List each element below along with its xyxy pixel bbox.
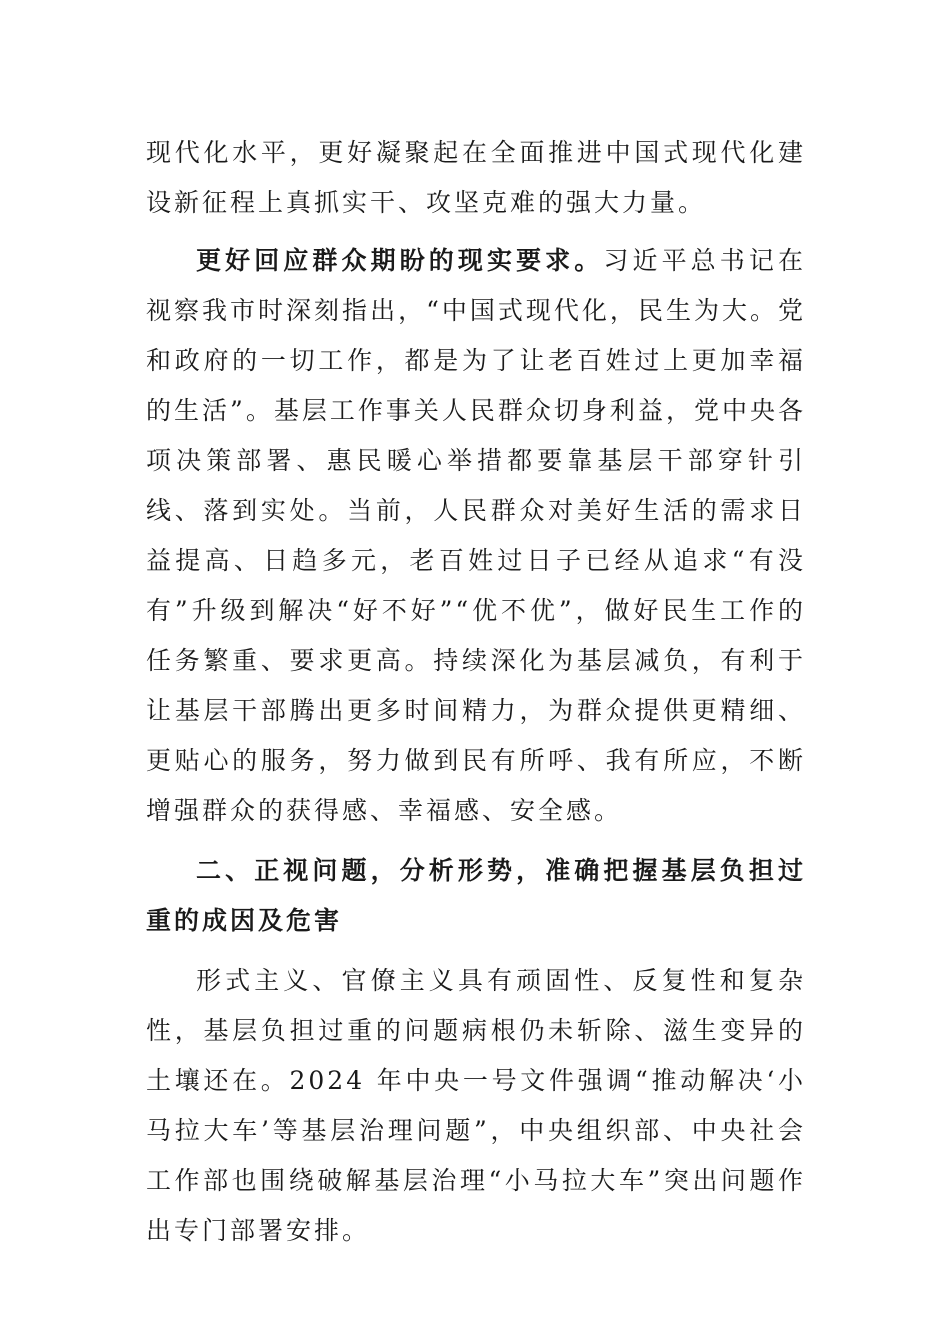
paragraph-public-expectations: [146, 236, 806, 836]
paragraph-continuation: 现代化水平，更好凝聚起在全面推进中国式现代化建设新征程上真抓实干、攻坚克难的强大力量。: [146, 138, 806, 217]
paragraph-lead-title: 更好回应群众期盼的现实要求。: [196, 246, 604, 275]
document-body: [146, 128, 806, 1256]
paragraph-body-text: 习近平总书记在视察我市时深刻指出，“中国式现代化，民生为大。党和政府的一切工作，都是为了让老百姓过上更加幸福的生活”。基层工作事关人民群众切身利益，党中央各项决策部署、惠民暖心举措都要靠基层干部穿针引线、落到实处。当前，人民群众对美好生活的需求日益提高、日趋多元，老百姓过日子已经从追求“有没有”升级到解决“好不好”“优不优”，做好民生工作的任务繁重、要求更高。持续深化为基层减负，有利于让基层干部腾出更多时间精力，为群众提供更精细、更贴心的服务，努力做到民有所呼、我有所应，不断增强群众的获得感、幸福感、安全感。: [146, 246, 806, 825]
section-heading-two: 二、正视问题，分析形势，准确把握基层负担过重的成因及危害: [146, 856, 806, 935]
paragraph-problem-analysis: 形式主义、官僚主义具有顽固性、反复性和复杂性，基层负担过重的问题病根仍未斩除、滋生变异的土壤还在。2024 年中央一号文件强调“推动解决‘小马拉大车’等基层治理问题”，中央组织部、中央社会工作部也围绕破解基层治理“小马拉大车”突出问题作出专门部署安排。: [146, 966, 806, 1245]
